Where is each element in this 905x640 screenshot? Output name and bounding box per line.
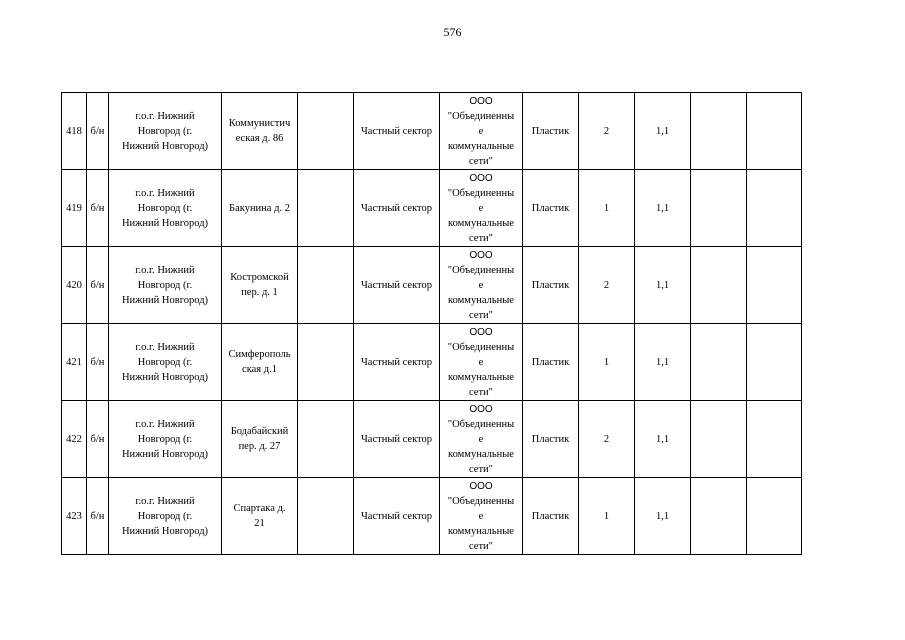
organization-cell-line: е <box>478 279 484 291</box>
organization-cell <box>440 93 523 170</box>
empty-cell <box>298 170 354 247</box>
address-cell-line: ская д.1 <box>242 364 277 375</box>
municipality-cell-line: Новгород (г. <box>137 125 193 137</box>
municipality-cell-line: Новгород (г. <box>137 433 193 445</box>
municipality-cell <box>109 401 222 478</box>
no-number-cell: б/н <box>87 170 109 247</box>
address-cell <box>222 247 298 324</box>
material-cell: Пластик <box>523 401 579 478</box>
sector-cell: Частный сектор <box>354 324 440 401</box>
municipality-cell-line: Новгород (г. <box>137 202 193 214</box>
organization-cell-line: сети" <box>469 386 493 398</box>
address-cell <box>222 478 298 555</box>
row-number-cell: 422 <box>62 401 87 478</box>
empty-cell <box>298 478 354 555</box>
sector-cell: Частный сектор <box>354 247 440 324</box>
row-number-cell: 421 <box>62 324 87 401</box>
municipality-cell <box>109 93 222 170</box>
registry-table <box>61 92 802 555</box>
municipality-cell <box>109 324 222 401</box>
row-number-cell: 420 <box>62 247 87 324</box>
organization-cell-line: сети" <box>469 232 493 244</box>
municipality-cell-line: Новгород (г. <box>137 279 193 291</box>
container-volume-cell: 1,1 <box>635 401 691 478</box>
table-row <box>62 247 802 324</box>
no-number-cell: б/н <box>87 93 109 170</box>
container-volume-cell: 1,1 <box>635 170 691 247</box>
organization-cell-line: ООО <box>469 403 493 415</box>
table-row <box>62 478 802 555</box>
container-count-cell: 2 <box>579 401 635 478</box>
organization-cell <box>440 478 523 555</box>
row-number-cell: 418 <box>62 93 87 170</box>
organization-cell-line: е <box>478 433 484 445</box>
organization-cell-line: ООО <box>469 480 493 492</box>
organization-cell-line: сети" <box>469 155 493 167</box>
no-number-cell: б/н <box>87 247 109 324</box>
organization-cell-line: сети" <box>469 540 493 552</box>
organization-cell-line: сети" <box>469 309 493 321</box>
container-count-cell: 1 <box>579 478 635 555</box>
organization-cell <box>440 170 523 247</box>
organization-cell-line: "Объединенны <box>447 110 515 122</box>
empty-cell <box>691 93 747 170</box>
address-cell-line: пер. д. 1 <box>241 287 278 298</box>
sector-cell: Частный сектор <box>354 478 440 555</box>
no-number-cell: б/н <box>87 478 109 555</box>
municipality-cell-line: г.о.г. Нижний <box>135 187 195 199</box>
organization-cell-line: ООО <box>469 95 493 107</box>
municipality-cell-line: Новгород (г. <box>137 356 193 368</box>
address-cell-line: Симферополь <box>228 349 291 360</box>
municipality-cell-line: г.о.г. Нижний <box>135 110 195 122</box>
organization-cell-line: е <box>478 125 484 137</box>
empty-cell <box>298 324 354 401</box>
organization-cell-line: коммунальные <box>448 294 514 306</box>
organization-cell-line: коммунальные <box>448 448 514 460</box>
material-cell: Пластик <box>523 170 579 247</box>
address-cell-line: Бодабайский <box>230 426 289 437</box>
table-row <box>62 324 802 401</box>
container-count-cell: 2 <box>579 247 635 324</box>
empty-cell <box>298 93 354 170</box>
sector-cell: Частный сектор <box>354 93 440 170</box>
address-cell-line: еская д. 86 <box>235 133 284 144</box>
municipality-cell-line: Нижний Новгород) <box>121 525 209 537</box>
municipality-cell-line: Нижний Новгород) <box>121 140 209 152</box>
organization-cell-line: "Объединенны <box>447 264 515 276</box>
organization-cell-line: ООО <box>469 326 493 338</box>
address-cell-line: Бакунина д. 2 <box>229 202 290 214</box>
empty-cell <box>691 401 747 478</box>
empty-cell <box>691 247 747 324</box>
address-cell-line: 21 <box>254 518 265 529</box>
empty-cell <box>298 247 354 324</box>
municipality-cell <box>109 247 222 324</box>
municipality-cell <box>109 478 222 555</box>
empty-cell <box>747 478 802 555</box>
empty-cell <box>747 247 802 324</box>
empty-cell <box>691 478 747 555</box>
organization-cell-line: "Объединенны <box>447 495 515 507</box>
container-volume-cell: 1,1 <box>635 478 691 555</box>
municipality-cell-line: Новгород (г. <box>137 510 193 522</box>
organization-cell-line: "Объединенны <box>447 418 515 430</box>
table-row <box>62 93 802 170</box>
material-cell: Пластик <box>523 324 579 401</box>
row-number-cell: 423 <box>62 478 87 555</box>
municipality-cell-line: Нижний Новгород) <box>121 217 209 229</box>
organization-cell-line: "Объединенны <box>447 187 515 199</box>
no-number-cell: б/н <box>87 324 109 401</box>
address-cell <box>222 401 298 478</box>
address-cell <box>222 93 298 170</box>
container-volume-cell: 1,1 <box>635 247 691 324</box>
table-row <box>62 170 802 247</box>
sector-cell: Частный сектор <box>354 170 440 247</box>
municipality-cell-line: г.о.г. Нижний <box>135 418 195 430</box>
address-cell <box>222 170 298 247</box>
organization-cell-line: "Объединенны <box>447 341 515 353</box>
container-count-cell: 1 <box>579 324 635 401</box>
organization-cell-line: е <box>478 510 484 522</box>
container-count-cell: 1 <box>579 170 635 247</box>
address-cell-line: Коммунистич <box>228 118 291 129</box>
address-cell <box>222 324 298 401</box>
organization-cell-line: е <box>478 202 484 214</box>
material-cell: Пластик <box>523 478 579 555</box>
organization-cell <box>440 401 523 478</box>
material-cell: Пластик <box>523 93 579 170</box>
organization-cell-line: коммунальные <box>448 140 514 152</box>
address-cell-line: Костромской <box>230 272 289 283</box>
empty-cell <box>747 170 802 247</box>
page-number: 576 <box>443 25 462 39</box>
empty-cell <box>747 93 802 170</box>
municipality-cell-line: Нижний Новгород) <box>121 448 209 460</box>
sector-cell: Частный сектор <box>354 401 440 478</box>
material-cell: Пластик <box>523 247 579 324</box>
address-cell-line: Спартака д. <box>233 503 286 514</box>
municipality-cell-line: Нижний Новгород) <box>121 371 209 383</box>
municipality-cell-line: г.о.г. Нижний <box>135 264 195 276</box>
table-row <box>62 401 802 478</box>
organization-cell-line: коммунальные <box>448 525 514 537</box>
municipality-cell-line: Нижний Новгород) <box>121 294 209 306</box>
empty-cell <box>691 170 747 247</box>
registry-table-body <box>62 93 802 555</box>
organization-cell-line: коммунальные <box>448 371 514 383</box>
organization-cell <box>440 324 523 401</box>
organization-cell <box>440 247 523 324</box>
empty-cell <box>747 401 802 478</box>
organization-cell-line: е <box>478 356 484 368</box>
organization-cell-line: ООО <box>469 172 493 184</box>
no-number-cell: б/н <box>87 401 109 478</box>
organization-cell-line: ООО <box>469 249 493 261</box>
container-volume-cell: 1,1 <box>635 324 691 401</box>
address-cell-line: пер. д. 27 <box>238 441 281 452</box>
municipality-cell-line: г.о.г. Нижний <box>135 495 195 507</box>
municipality-cell-line: г.о.г. Нижний <box>135 341 195 353</box>
organization-cell-line: коммунальные <box>448 217 514 229</box>
empty-cell <box>298 401 354 478</box>
organization-cell-line: сети" <box>469 463 493 475</box>
container-count-cell: 2 <box>579 93 635 170</box>
empty-cell <box>747 324 802 401</box>
row-number-cell: 419 <box>62 170 87 247</box>
empty-cell <box>691 324 747 401</box>
container-volume-cell: 1,1 <box>635 93 691 170</box>
municipality-cell <box>109 170 222 247</box>
